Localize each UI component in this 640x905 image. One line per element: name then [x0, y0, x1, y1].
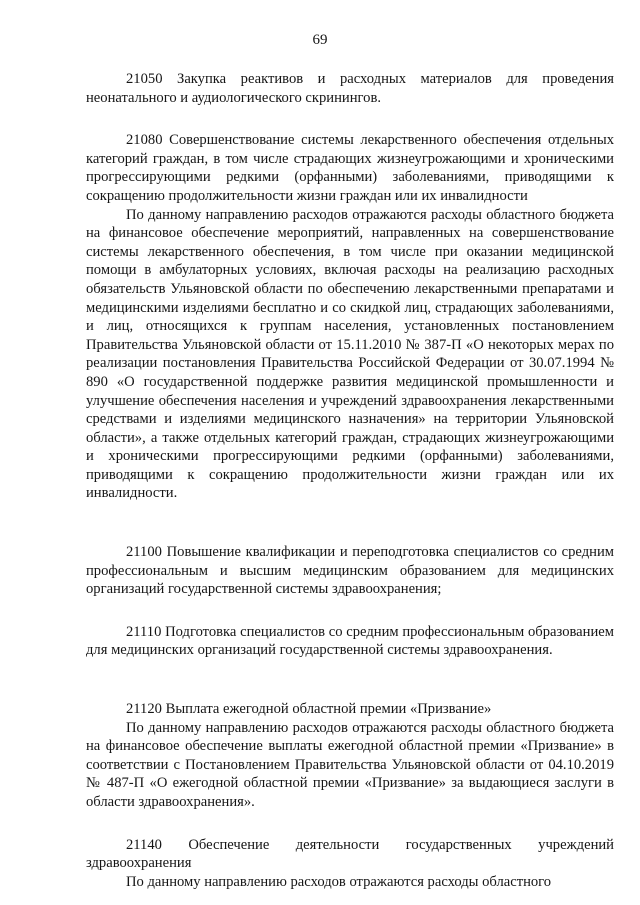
section-heading-21110: 21110 Подготовка специалистов со средним профессиональным образованием для медицинских организаций государственной системы здравоохранения.: [86, 623, 614, 659]
spacer: [86, 599, 614, 623]
section-heading-21140: 21140 Обеспечение деятельности государственных учреждений здравоохранения: [86, 836, 614, 872]
section-heading-21050: 21050 Закупка реактивов и расходных материалов для проведения неонатального и аудиологического скринингов.: [86, 71, 614, 106]
section-heading-21100: 21100 Повышение квалификации и переподготовка специалистов со средним профессиональным и высшим медицинским образованием для медицинских организаций государственной системы здравоохранения;: [86, 544, 614, 598]
document-body: [86, 70, 614, 891]
section-heading-21080: 21080 Совершенствование системы лекарственного обеспечения отдельных категорий граждан, в том числе страдающих жизнеугрожающими и хроническими прогрессирующими редкими (орфанными) заболеваниями, приводящими к сокращению продолжительности жизни граждан или их инвалидности: [86, 132, 614, 204]
spacer: [86, 107, 614, 131]
spacer: [86, 660, 614, 700]
section-heading-21120: 21120 Выплата ежегодной областной премии «Призвание»: [126, 701, 492, 718]
section-paragraph: По данному направлению расходов отражаются расходы областного бюджета на финансовое обеспечение выплаты ежегодной областной премии «Призвание» в соответствии с Постановлением Правительства Ульяновской области от 04.10.2019 № 487-П «О ежегодной областной премии «Призвание» за выдающиеся заслуги в области здравоохранения».: [86, 719, 614, 810]
section-paragraph: По данному направлению расходов отражаются расходы областного бюджета на финансовое обеспечение мероприятий, направленных на совершенствование системы лекарственного обеспечения, в том числе при оказании медицинской помощи в амбулаторных условиях, включая расходы на реализацию расходных обязательств Ульяновской области по обеспечению лекарственными препаратами и медицинскими изделиями бесплатно и со скидкой лиц, страдающих заболеваниями, и лиц, относящихся к группам населения, установленных постановлением Правительства Ульяновской области от 15.11.2010 № 387-П «О некоторых мерах по реализации постановления Правительства Российской Федерации от 30.07.1994 № 890 «О государственной поддержке развития медицинской промышленности и улучшение обеспечения населения и учреждений здравоохранения лекарственными средствами и изделиями медицинского назначения» на территории Ульяновской области», а также отдельных категорий граждан, страдающих жизнеугрожающими и хроническими прогрессирующими редкими (орфанными) заболеваниями, приводящими к сокращению продолжительности жизни граждан или их инвалидности.: [86, 206, 614, 502]
page-number: 69: [312, 32, 328, 48]
spacer: [86, 503, 614, 543]
spacer: [86, 812, 614, 836]
section-paragraph: По данному направлению расходов отражаются расходы областного: [126, 873, 552, 890]
